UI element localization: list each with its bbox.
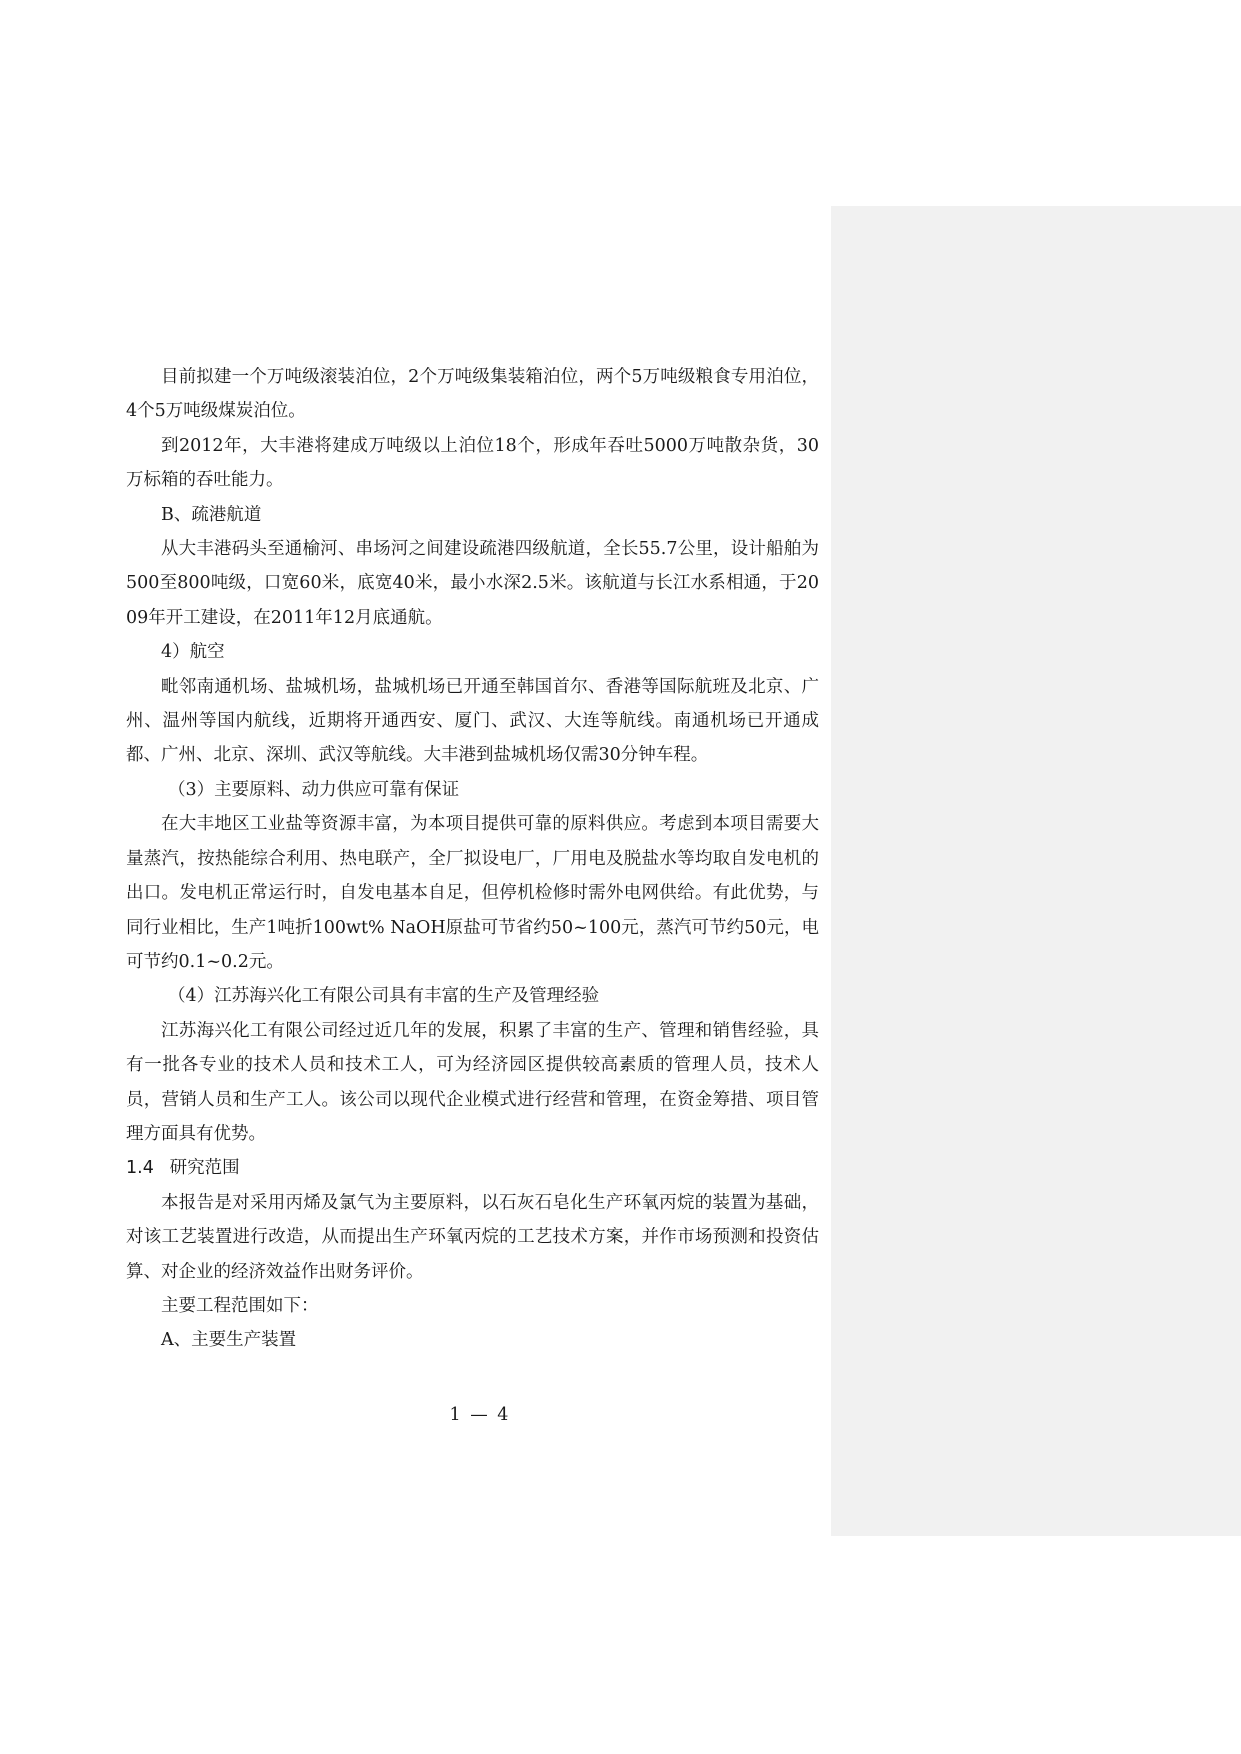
paragraph-raw-materials: 在大丰地区工业盐等资源丰富，为本项目提供可靠的原料供应。考虑到本项目需要大量蒸汽，按热能综合利用、热电联产，全厂拟设电厂，厂用电及脱盐水等均取自发电机的出口。发电机正常运行时，自发电基本自足，但停机检修时需外电网供给。有此优势，与同行业相比，生产1吨折100wt% NaOH原盐可节省约50~100元，蒸汽可节约50元，电可节约0.1~0.2元。 xyxy=(126,814,819,972)
paragraph-company-experience: 江苏海兴化工有限公司经过近几年的发展，积累了丰富的生产、管理和销售经验，具有一批各专业的技术人员和技术工人，可为经济园区提供较高素质的管理人员，技术人员，营销人员和生产工人。该公司以现代企业模式进行经营和管理，在资金筹措、项目管理方面具有优势。 xyxy=(126,1020,819,1144)
subheading-raw-materials: （3）主要原料、动力供应可靠有保证 xyxy=(168,779,460,800)
paragraph-main-scope-intro: 主要工程范围如下： xyxy=(161,1295,319,1316)
section-number: 1.4 xyxy=(126,1158,154,1179)
comment-pane xyxy=(831,206,1241,1536)
page-number: 1 — 4 xyxy=(449,1405,511,1425)
paragraph-aviation: 毗邻南通机场、盐城机场，盐城机场已开通至韩国首尔、香港等国际航班及北京、广州、温州等国内航线，近期将开通西安、厦门、武汉、大连等航线。南通机场已开通成都、广州、北京、深圳、武汉等航线。大丰港到盐城机场仅需30分钟车程。 xyxy=(126,676,819,766)
section-heading-research-scope xyxy=(126,1151,819,1185)
section-title: 研究范围 xyxy=(169,1158,240,1179)
subheading-channel: B、疏港航道 xyxy=(161,504,262,525)
paragraph-berths: 目前拟建一个万吨级滚装泊位，2个万吨级集装箱泊位，两个5万吨级粮食专用泊位，4个5万吨级煤炭泊位。 xyxy=(126,367,819,422)
paragraph-main-production-units: A、主要生产装置 xyxy=(161,1330,297,1351)
subheading-aviation: 4）航空 xyxy=(161,642,225,663)
subheading-company-experience: （4）江苏海兴化工有限公司具有丰富的生产及管理经验 xyxy=(168,986,600,1007)
paragraph-2012-capacity: 到2012年，大丰港将建成万吨级以上泊位18个，形成年吞吐5000万吨散杂货，30万标箱的吞吐能力。 xyxy=(126,435,819,491)
body-text xyxy=(126,360,819,1358)
paragraph-channel: 从大丰港码头至通榆河、串场河之间建设疏港四级航道，全长55.7公里，设计船舶为500至800吨级，口宽60米，底宽40米，最小水深2.5米。该航道与长江水系相通，于2009年开工建设，在2011年12月底通航。 xyxy=(126,539,819,628)
paragraph-report-scope: 本报告是对采用丙烯及氯气为主要原料，以石灰石皂化生产环氧丙烷的装置为基础，对该工艺装置进行改造，从而提出生产环氧丙烷的工艺技术方案，并作市场预测和投资估算、对企业的经济效益作出财务评价。 xyxy=(126,1192,819,1282)
